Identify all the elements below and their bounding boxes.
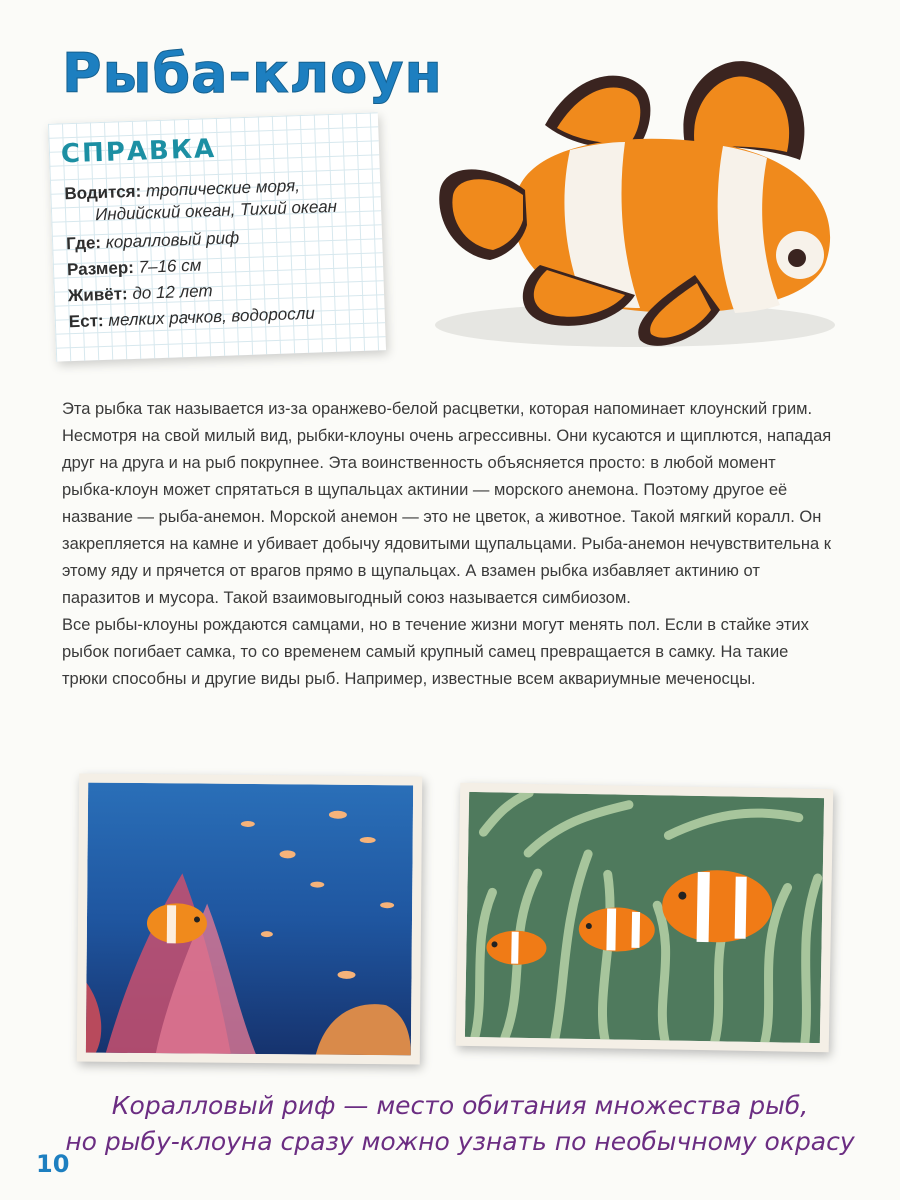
page-title: Рыба-клоун	[62, 42, 443, 105]
info-label: Размер:	[66, 257, 135, 280]
info-value: 7–16 см	[138, 255, 202, 277]
caption-line: но рыбу-клоуна сразу можно узнать по необычному окрасу	[65, 1127, 855, 1156]
info-label: Ест:	[68, 311, 104, 332]
info-value: мелких рачков, водоросли	[108, 303, 316, 330]
anemone-clownfish-photo	[456, 783, 834, 1052]
info-label: Где:	[65, 233, 102, 254]
clay-clownfish-illustration	[395, 50, 865, 360]
info-value: Индийский океан, Тихий океан	[94, 196, 338, 225]
info-value: коралловый риф	[105, 228, 240, 252]
page-number: 10	[36, 1150, 70, 1178]
coral-reef-photo	[77, 774, 423, 1065]
article-body	[62, 396, 832, 693]
info-card-heading: СПРАВКА	[60, 133, 217, 170]
info-value: тропические моря,	[145, 176, 301, 201]
body-paragraph: Эта рыбка так называется из-за оранжево-белой расцветки, которая напоминает клоунский грим. Несмотря на свой милый вид, рыбки-клоуны очень агрессивны. Они кусаются и щиплются, нападая друг на друга и на рыб покрупнее. Эта воинственность объясняется просто: в любой момент рыбка-клоун может спрятаться в щупальцах актинии — морского анемона. Поэтому другое её название — рыба-анемон. Морской анемон — это не цветок, а животное. Такой мягкий коралл. Он закрепляется на камне и убивает добычу ядовитыми щупальцами. Рыба-анемон нечувствительна к этому яду и прячется от врагов прямо в щупальцах. А взамен рыбка избавляет актинию от паразитов и мусора. Такой взаимовыгодный союз называется симбиозом.	[62, 400, 832, 607]
info-label: Живёт:	[67, 284, 128, 306]
info-card	[48, 112, 386, 361]
info-row-location	[66, 227, 240, 255]
info-label	[65, 205, 96, 225]
info-row-size	[67, 255, 202, 282]
body-paragraph: Все рыбы-клоуны рождаются самцами, но в течение жизни могут менять пол. Если в стайке этих рыбок погибает самка, то со временем самый крупный самец превращается в самку. На такие трюки способны и другие виды рыб. Например, известные всем аквариумные меченосцы.	[62, 616, 809, 688]
caption-line: Коралловый риф — место обитания множества рыб,	[111, 1091, 809, 1120]
info-row-lifespan	[68, 280, 213, 307]
photo-caption	[60, 1088, 860, 1160]
info-row-diet	[69, 303, 316, 334]
info-value: до 12 лет	[132, 281, 213, 303]
info-label: Водится:	[64, 181, 142, 204]
